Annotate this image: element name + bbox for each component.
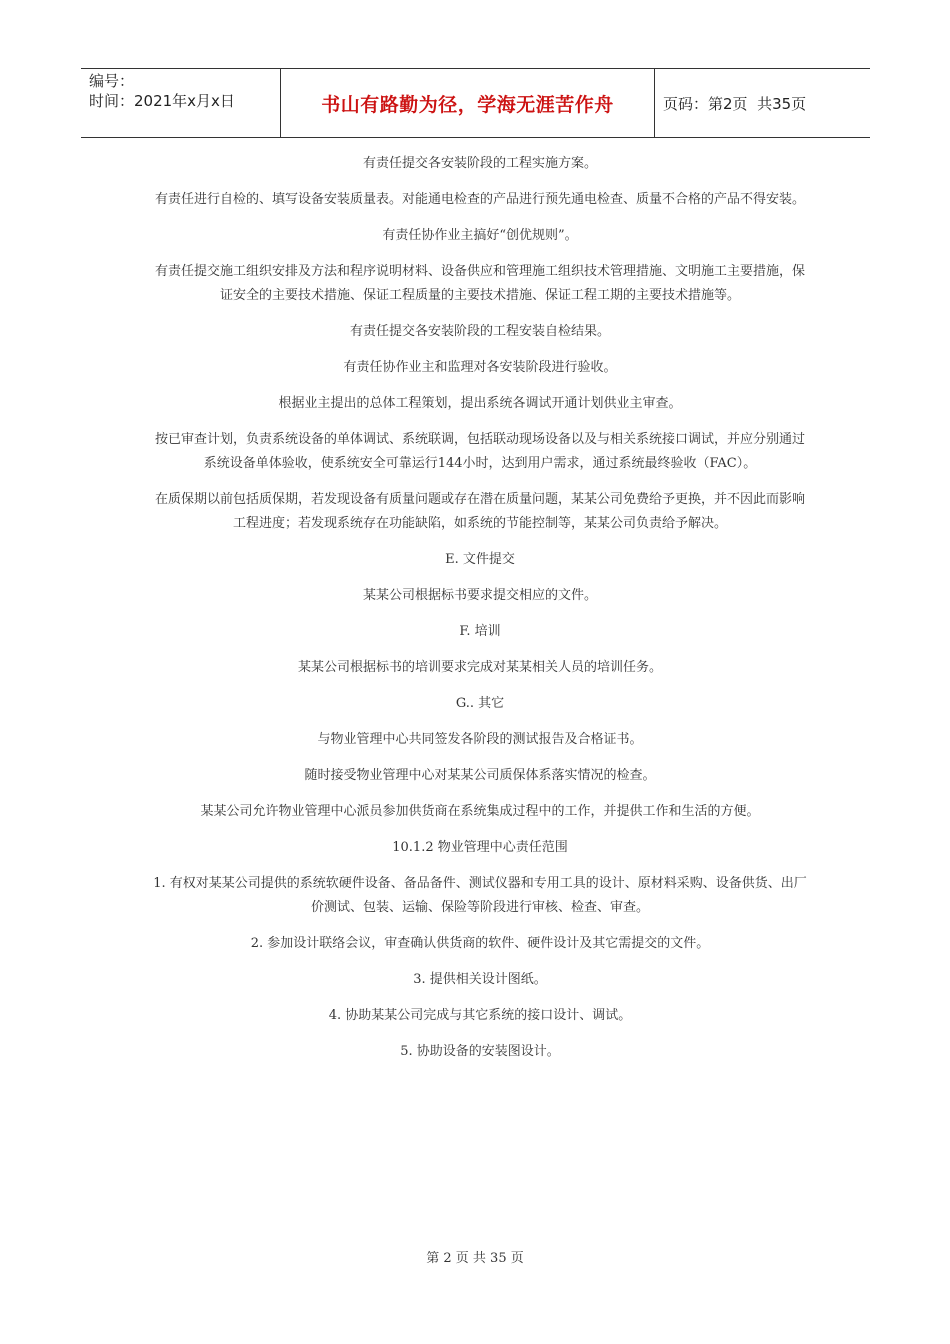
document-body <box>150 152 810 1076</box>
paragraph: 有责任提交施工组织安排及方法和程序说明材料、设备供应和管理施工组织技术管理措施、文明施工主要措施，保证安全的主要技术措施、保证工程质量的主要技术措施、保证工程工期的主要技术措施等。 <box>154 264 805 303</box>
paragraph: 有责任进行自检的、填写设备安装质量表。对能通电检查的产品进行预先通电检查、质量不合格的产品不得安装。 <box>154 192 805 207</box>
page-info-text: 页码：第2页 共35页 <box>663 94 807 113</box>
header-motto: 书山有路勤为径，学海无涯苦作舟 <box>281 69 655 137</box>
paragraph: 与物业管理中心共同签发各阶段的测试报告及合格证书。 <box>317 732 643 747</box>
list-item: 5. 协助设备的安装图设计。 <box>400 1044 560 1059</box>
paragraph: 有责任提交各安装阶段的工程实施方案。 <box>362 156 597 171</box>
paragraph: 在质保期以前包括质保期，若发现设备有质量问题或存在潜在质量问题，某某公司免费给予更换，并不因此而影响工程进度；若发现系统存在功能缺陷，如系统的节能控制等，某某公司负责给予解决。 <box>154 492 805 531</box>
document-number-label: 编号： <box>89 72 135 90</box>
section-heading-e: E. 文件提交 <box>445 552 515 567</box>
section-heading-10-1-2: 10.1.2 物业管理中心责任范围 <box>392 840 568 855</box>
paragraph: 某某公司根据标书要求提交相应的文件。 <box>362 588 597 603</box>
paragraph: 按已审查计划，负责系统设备的单体调试、系统联调，包括联动现场设备以及与相关系统接口调试，并应分别通过系统设备单体验收，使系统安全可靠运行144小时，达到用户需求，通过系统最终验收（FAC）。 <box>154 432 805 471</box>
paragraph: 随时接受物业管理中心对某某公司质保体系落实情况的检查。 <box>304 768 656 783</box>
paragraph: 某某公司根据标书的培训要求完成对某某相关人员的培训任务。 <box>297 660 662 675</box>
paragraph: 有责任协作业主和监理对各安装阶段进行验收。 <box>343 360 617 375</box>
list-item: 3. 提供相关设计图纸。 <box>413 972 547 987</box>
section-heading-f: F. 培训 <box>459 624 501 639</box>
paragraph: 根据业主提出的总体工程策划，提出系统各调试开通计划供业主审查。 <box>278 396 682 411</box>
header-meta <box>81 69 281 137</box>
document-time-label: 时间：2021年x月x日 <box>89 92 235 110</box>
list-item: 4. 协助某某公司完成与其它系统的接口设计、调试。 <box>328 1008 632 1023</box>
list-item: 2. 参加设计联络会议，审查确认供货商的软件、硬件设计及其它需提交的文件。 <box>250 936 710 951</box>
page-header <box>81 68 870 138</box>
list-item: 1. 有权对某某公司提供的系统软硬件设备、备品备件、测试仪器和专用工具的设计、原材料采购、设备供货、出厂价测试、包装、运输、保险等阶段进行审核、检查、审查。 <box>153 876 807 915</box>
section-heading-g: G.. 其它 <box>455 696 505 711</box>
paragraph: 某某公司允许物业管理中心派员参加供货商在系统集成过程中的工作，并提供工作和生活的方便。 <box>200 804 760 819</box>
paragraph: 有责任协作业主搞好“创优规则”。 <box>382 228 578 243</box>
page-footer: 第 2 页 共 35 页 <box>426 1251 524 1266</box>
header-page-info <box>655 69 870 137</box>
paragraph: 有责任提交各安装阶段的工程安装自检结果。 <box>349 324 610 339</box>
